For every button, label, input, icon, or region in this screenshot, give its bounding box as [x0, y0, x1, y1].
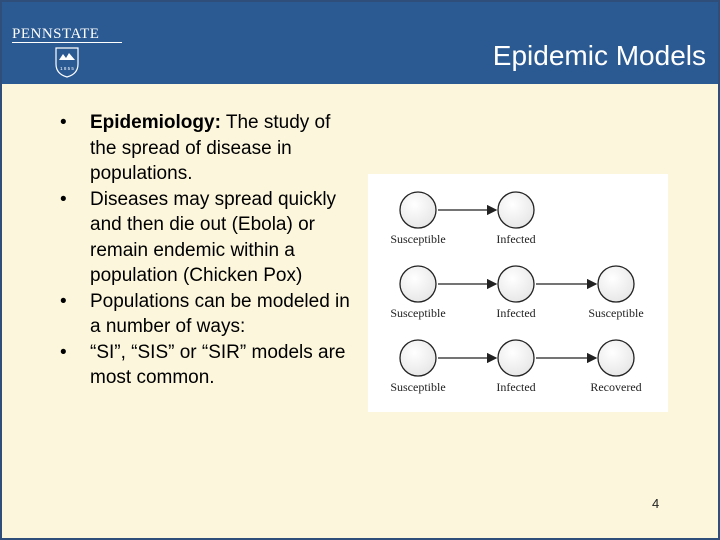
- bullet-item: • Diseases may spread quickly and then die out (Ebola) or remain endemic within a population (Chicken Pox): [60, 188, 337, 286]
- state-label: Infected: [496, 306, 536, 320]
- penn-state-shield-icon: [54, 46, 80, 78]
- state-label: Susceptible: [390, 306, 446, 320]
- state-node: [400, 340, 436, 376]
- slide-header: [2, 2, 718, 84]
- state-node: [498, 340, 534, 376]
- state-label: Susceptible: [390, 380, 446, 394]
- bullet-text: “SI”, “SIS” or “SIR” models are most common.: [90, 341, 346, 388]
- state-label: Infected: [496, 380, 536, 394]
- bullet-text: The study of the spread of disease in populations.: [90, 112, 331, 184]
- logo-rule: [12, 42, 122, 43]
- page-number: 4: [652, 496, 660, 511]
- bullet-list: [60, 110, 360, 391]
- bullet-text: Diseases may spread quickly and then die out (Ebola) or remain endemic within a population (Chicken Pox): [90, 188, 337, 286]
- state-label: Recovered: [590, 380, 642, 394]
- diagram-svg: [368, 174, 668, 412]
- state-label: Infected: [496, 232, 536, 246]
- bullet-bold-term: Epidemiology:: [90, 112, 221, 133]
- bullet-item: • Populations can be modeled in a number of ways:: [60, 290, 350, 337]
- state-node: [400, 192, 436, 228]
- penn-state-logo-text: PENNSTATE: [12, 26, 100, 42]
- bullet-item: • “SI”, “SIS” or “SIR” models are most common.: [60, 341, 346, 388]
- slide-title: Epidemic Models: [492, 40, 706, 71]
- state-node: [400, 266, 436, 302]
- state-label: Susceptible: [588, 306, 644, 320]
- state-label: Susceptible: [390, 232, 446, 246]
- epidemic-model-diagram: [368, 174, 668, 412]
- state-node: [598, 266, 634, 302]
- state-node: [598, 340, 634, 376]
- state-node: [498, 192, 534, 228]
- bullet-item: • Epidemiology: The study of the spread of disease in populations.: [60, 112, 331, 184]
- bullet-text: Populations can be modeled in a number of ways:: [90, 290, 350, 337]
- shield-year: 1 8 5 5: [60, 66, 74, 71]
- state-node: [498, 266, 534, 302]
